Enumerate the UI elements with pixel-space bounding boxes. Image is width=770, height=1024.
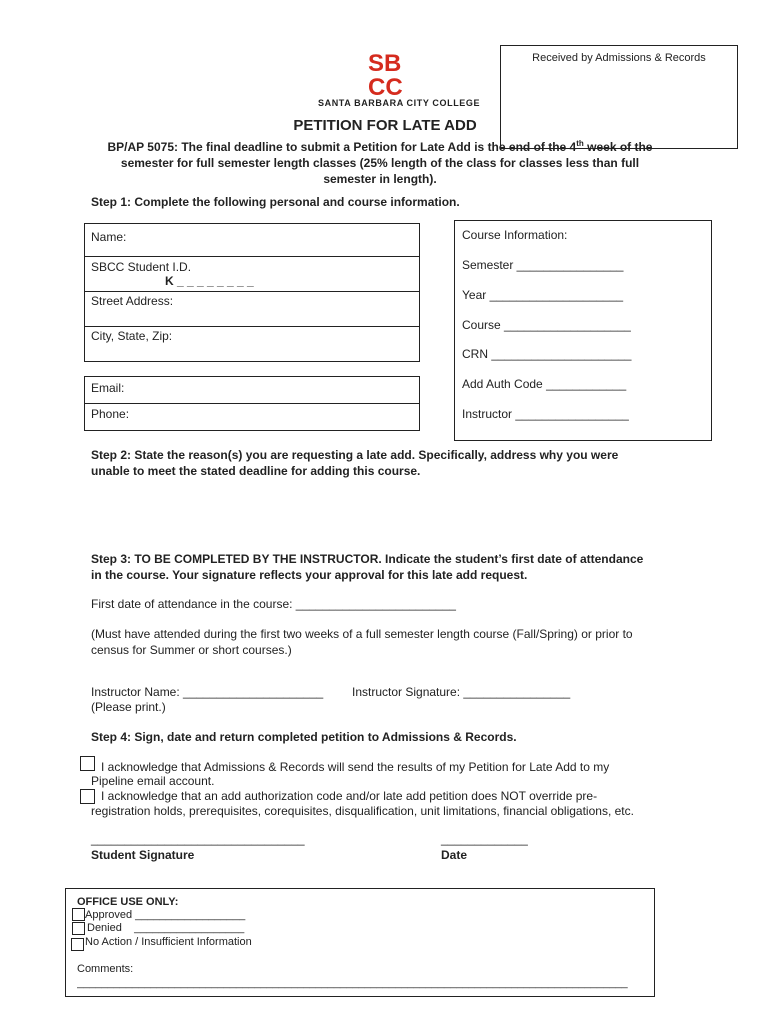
ack2-line-1: I acknowledge that an add authorization code and/or late add petition does NOT override pre- [101,789,598,803]
city-state-zip-field[interactable]: City, State, Zip: [91,329,173,343]
office-use-heading: OFFICE USE ONLY: [77,896,179,908]
instructor-field[interactable]: Instructor _________________ [462,407,629,421]
attendance-note [91,626,633,658]
sbcc-logo-mark [368,50,420,96]
phone-field[interactable]: Phone: [91,407,130,421]
comments-label: Comments: [77,963,134,975]
course-info-heading: Course Information: [462,228,568,242]
step3-text [91,551,643,583]
date-label: Date [441,848,468,862]
comments-line[interactable]: __________________________________________________________________________________________ [77,977,628,989]
step2-line-2: unable to meet the stated deadline for adding this course. [91,464,421,478]
denied-checkbox[interactable] [72,922,85,935]
instructor-signature-field[interactable]: Instructor Signature: ________________ [352,685,571,699]
ack2-line-2: registration holds, prerequisites, corequisites, disqualification, unit limitations, financial obligations, etc. [91,804,634,818]
denied-option: Denied __________________ [87,922,245,934]
received-label: Received by Admissions & Records [532,52,706,64]
policy-text [60,136,700,187]
approved-option: Approved __________________ [85,909,246,921]
svg-text:CC: CC [368,74,403,96]
add-auth-code-field[interactable]: Add Auth Code ____________ [462,377,627,391]
attendance-note-line-2: census for Summer or short courses.) [91,643,292,657]
ack2-checkbox[interactable] [80,789,95,804]
policy-line-3: semester in length). [323,172,437,186]
personal-info-box [84,223,420,362]
date-line[interactable]: _____________ [441,832,528,846]
no-action-option: No Action / Insufficient Information [85,936,252,948]
course-info-box [454,220,712,441]
ack1-checkbox[interactable] [80,756,95,771]
student-id-field[interactable]: SBCC Student I.D. [91,260,192,274]
step2-line-1: Step 2: State the reason(s) you are requesting a late add. Specifically, address why you were [91,448,619,462]
step4-heading: Step 4: Sign, date and return completed petition to Admissions & Records. [91,730,517,744]
attendance-note-line-1: (Must have attended during the first two weeks of a full semester length course (Fall/Spring) or prior to [91,627,633,641]
semester-field[interactable]: Semester ________________ [462,258,624,272]
please-print-note: (Please print.) [91,700,166,714]
contact-info-box [84,376,420,431]
student-signature-line[interactable]: ________________________________ [91,832,305,846]
step3-line-1: Step 3: TO BE COMPLETED BY THE INSTRUCTOR. Indicate the student’s first date of attendance [91,552,644,566]
street-address-field[interactable]: Street Address: [91,294,174,308]
crn-field[interactable]: CRN _____________________ [462,347,632,361]
name-field[interactable]: Name: [91,230,127,244]
policy-line-1: BP/AP 5075: The final deadline to submit a Petition for Late Add is the end of the 4th week of the [107,139,653,154]
college-name: SANTA BARBARA CITY COLLEGE [318,98,481,108]
approved-checkbox[interactable] [72,908,85,921]
first-date-field[interactable]: First date of attendance in the course: ________________________ [91,597,456,611]
office-use-box [65,888,655,997]
step3-line-2: in the course. Your signature reflects your approval for this late add request. [91,568,528,582]
ack1-line-2: Pipeline email account. [91,774,215,788]
page-title: PETITION FOR LATE ADD [293,117,477,134]
course-field[interactable]: Course ___________________ [462,318,631,332]
policy-line-2: semester for full semester length classes (25% length of the class for classes less than full [120,156,640,170]
student-signature-label: Student Signature [91,848,195,862]
step1-heading: Step 1: Complete the following personal and course information. [91,195,460,209]
instructor-name-field[interactable]: Instructor Name: _____________________ [91,685,324,699]
step2-text [91,447,618,479]
svg-text:SB: SB [368,50,402,77]
no-action-checkbox[interactable] [71,938,84,951]
student-id-prefix: K _ _ _ _ _ _ _ _ [165,274,254,288]
year-field[interactable]: Year ____________________ [462,288,624,302]
ack1-line-1: I acknowledge that Admissions & Records will send the results of my Petition for Late Add to my [101,760,610,774]
email-field[interactable]: Email: [91,381,125,395]
